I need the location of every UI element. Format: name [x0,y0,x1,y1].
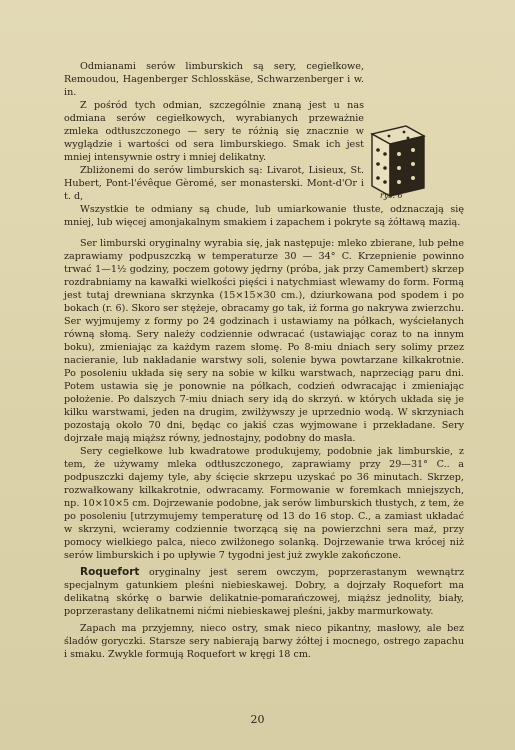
paragraph-1: Odmianami serów limburskich są sery, cegiełkowe, Remoudou, Hagenberger Schlosskäse, Schwarzenberger i w. in. [64,61,364,98]
paragraph-8: Zapach ma przyjemny, nieco ostry, smak nieco pikantny, masłowy, ale bez śladów goryczki. Starsze sery nabierają barwy żółtej i mocnego, ostrego zapachu i smaku. Zwykle formują Roquefort w kręgi 18 cm. [64,623,464,660]
page-number: 20 [250,713,265,726]
paragraph-2: Z pośród tych odmian, szczególnie znaną jest u nas odmiana serów cegiełkowych, wyrabianych przeważnie zmleka odtłuszczonego — sery te różnią się znacznie w wyglądzie i wartości od sera limburskiego. Smak ich jest mniej intensywnie ostry i mniej delikatny. [64,100,364,163]
paragraph-7-text: oryginalny jest serem owczym, poprzerastanym wewnątrz specjalnym gatunkiem pleśni niebieskawej. Dobry, a dojrzały Roquefort ma delikatną skórkę o barwie delikatnie-pomarańczowej, miąższ jednolity, biały, poprzerastany delikatnemi nićmi niebieskawej pleśni, jakby marmurkowaty. [64,567,464,617]
paragraph-7 [64,566,464,618]
roquefort-heading: Roquefort [80,566,140,578]
figure-caption: rys. 6 [380,191,403,200]
paragraph-3: Zbliżonemi do serów limburskich są: Livarot, Lisieux, St. Hubert, Pont-l'évêque Gèromé, ser monasterski. Mont-d'Or i t. d, [64,165,364,202]
paragraph-5: Ser limburski oryginalny wyrabia się, jak następuje: mleko zbierane, lub pełne zaprawiamy podpuszczką w temperaturze 30 — 34° C. Krzepnienie powinno trwać 1—1½ godziny, poczem gotowy jędrny (próba, jak przy Camembert) skrzep rozdrabniamy na kawałki wielkości pięści i natychmiast wlewamy do form. Formą jest tutaj drewniana skrzynka (15×15×30 cm.), dziurkowana pod spodem i po bokach (r. 6). Skoro ser stężeje, obracamy go tak, iż forma go nakrywa zwierzchu. Ser wyjmujemy z formy po 24 godzinach i ustawiamy na półkach, wyściełanych równą słomą. Sery należy codziennie odwracać (ustawiając coraz to na innym boku), zmieniając za każdym razem słomę. Po 8-miu dniach sery solimy przez nacieranie, lub nakładanie warstwy soli, solenie bywa powtarzane kilkakrotnie. Po posoleniu układa się sery na sobie w kilku warstwach, naprzeciąg paru dni. Potem ustawia się je ponownie na półkach, codzień odwracając i zmieniając położenie. Po dalszych 7-miu dniach sery idą do skrzyń. w których układa się je kilku warstwami, jeden na drugim, zwilżywszy je uprzednio wodą. W skrzyniach pozostają około 70 dni, będąc co jakiś czas wyjmowane i przekładane. Sery dojrzałe mają miąższ równy, jednostajny, podobny do masła. [64,238,464,444]
paragraph-4: Wszystkie te odmiany są chude, lub umiarkowanie tłuste, odznaczają się mniej, lub więcej amonjakalnym smakiem i zapachem i pokryte są żółtawą mazią. [64,204,464,228]
paragraph-6: Sery cegiełkowe lub kwadratowe produkujemy, podobnie jak limburskie, z tem, że używamy mleka odtłuszczonego, zaprawiamy przy 29—31° C.. a podpuszczki dajemy tyle, aby ścięcie skrzepu uzyskać po 36 minutach. Skrzep, rozwałkowany kilkakrotnie, odwracamy. Formowanie w foremkach mniejszych, np. 10×10×5 cm. Dojrzewanie podobne, jak serów limburskich tłustych, z tem, że po posoleniu [utrzymujemy temperaturę od 13 do 16 stop. C., a zamiast układać w skrzyni, wcieramy codziennie tworzącą się na powierzchni sera maź, przy pomocy wielkiego palca, nieco zwilżonego solanką. Dojrzewanie trwa krócej niż serów limburskich i po upływie 7 tygodni jest już zwykle zakończone. [64,446,464,561]
